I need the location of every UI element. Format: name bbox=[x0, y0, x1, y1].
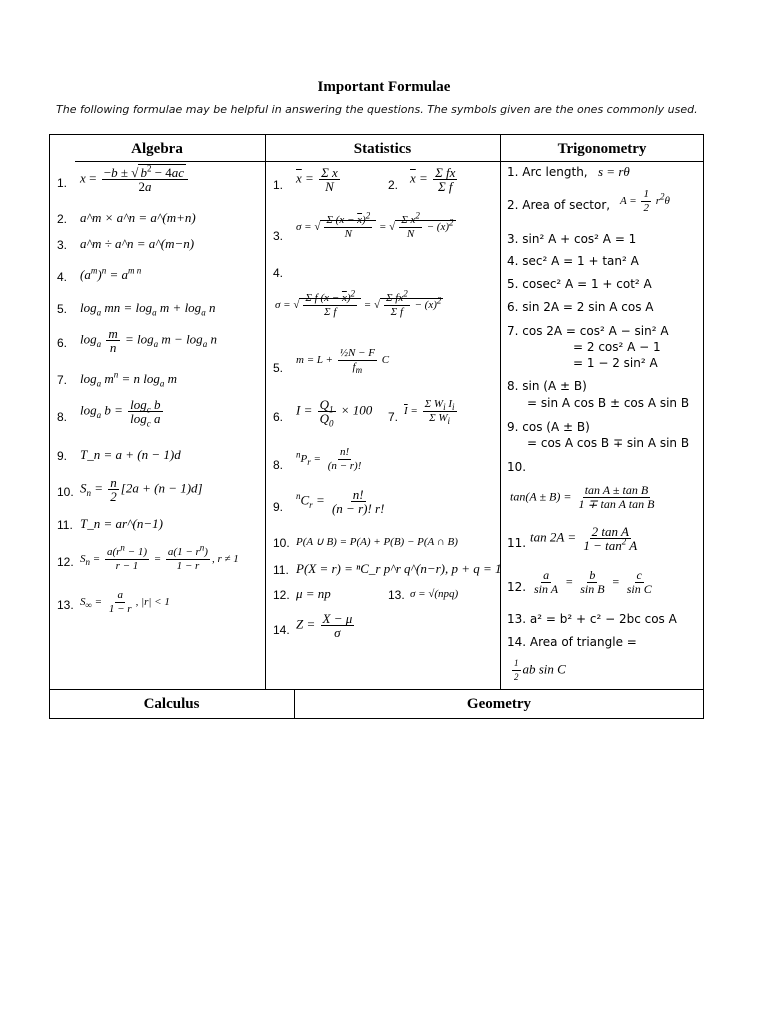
statistics-formula-binomial-sd: σ = √(npq) bbox=[410, 588, 459, 600]
algebra-formula-gp-sum: $S_n$ = $\frac{a(r^n - 1)}{r - 1}$ = $\frac{a(1 - r^n)}{1 - r}$ , r ≠ 1 bbox=[80, 542, 239, 572]
statistics-number: 8. bbox=[273, 458, 284, 472]
statistics-number: 4. bbox=[273, 266, 284, 280]
statistics-formula-binomial: P(X = r) = ⁿC_r p^r q^(n−r), p + q = 1 bbox=[296, 561, 502, 576]
algebra-gp-infinite-condition: , |r| < 1 bbox=[135, 596, 170, 609]
statistics-formula-probability-union: P(A ∪ B) = P(A) + P(B) − P(A ∩ B) bbox=[296, 536, 458, 548]
algebra-formula-log-quotient: $\log_a$ $\frac{m}{n}$ = $\log_a m - \log_a n$ bbox=[80, 326, 217, 355]
divider-statistics-trigonometry bbox=[500, 134, 501, 689]
algebra-formula-index-power: $(a^m)^n = a^{m n}$ bbox=[80, 265, 142, 282]
header-algebra: Algebra bbox=[131, 141, 183, 157]
trig-arc-length-formula: s = rθ bbox=[598, 164, 630, 179]
trig-number: 10. bbox=[507, 460, 527, 474]
algebra-header-underline bbox=[75, 161, 265, 162]
algebra-formula-quadratic: x = $\frac{-b \pm √ b^2 - 4ac}{2a}$ bbox=[80, 166, 190, 193]
algebra-number: 5. bbox=[57, 302, 68, 316]
statistics-number: 5. bbox=[273, 361, 284, 375]
algebra-formula-log-product: $\log_a$ mn = $\log_a m + \log_a n$ bbox=[80, 300, 216, 318]
header-geometry: Geometry bbox=[466, 696, 532, 712]
trig-identity-secant: 4. sec² A = 1 + tan² A bbox=[507, 254, 639, 268]
algebra-formula-gp-infinite-sum: $S_\infty$ = $\frac{a}{1 - r}$ , |r| < 1 bbox=[80, 589, 170, 615]
statistics-formula-binomial-mean: μ = np bbox=[296, 586, 331, 601]
statistics-formula-z-score: Z = $\frac{X - \mu}{\sigma}$ bbox=[296, 611, 353, 640]
statistics-formula-combination: $^nC_r$ = $\frac{n!}{(n - r)! r!}$ bbox=[296, 487, 385, 516]
trig-number: 12. bbox=[507, 580, 527, 594]
divider-algebra-statistics bbox=[265, 134, 266, 689]
trig-double-angle-sine: 6. sin 2A = 2 sin A cos A bbox=[507, 300, 654, 314]
header-trigonometry: Trigonometry bbox=[557, 141, 647, 157]
algebra-number: 8. bbox=[57, 410, 68, 424]
algebra-formula-index-multiply: a^m × a^n = a^(m+n) bbox=[80, 210, 196, 225]
algebra-number: 7. bbox=[57, 373, 68, 387]
trig-cosine-rule: 13. a² = b² + c² − 2bc cos A bbox=[507, 612, 677, 626]
algebra-number: 1. bbox=[57, 176, 68, 190]
algebra-formula-index-divide: a^m ÷ a^n = a^(m−n) bbox=[80, 236, 195, 251]
algebra-number: 9. bbox=[57, 449, 68, 463]
page-title: Important Formulae bbox=[317, 79, 451, 95]
algebra-formula-log-power: $\log_a m^n = n$ $\log_a m$ bbox=[80, 369, 178, 389]
trig-triangle-area-formula: $\frac{1}{2}$ ab sin C bbox=[514, 658, 566, 682]
algebra-number: 6. bbox=[57, 336, 68, 350]
trig-triangle-area-expression: ab sin C bbox=[522, 661, 566, 677]
trig-double-angle-cosine: 7. cos 2A = cos² A − sin² A bbox=[507, 324, 669, 338]
algebra-number: 10. bbox=[57, 485, 74, 499]
algebra-number: 13. bbox=[57, 598, 74, 612]
algebra-number: 11. bbox=[57, 518, 73, 532]
algebra-formula-change-base: $\log_a b$ = $\frac{\log_c b}{\log_c a}$ bbox=[80, 397, 161, 429]
algebra-gp-sum-condition: , r ≠ 1 bbox=[211, 553, 239, 566]
statistics-number: 2. bbox=[388, 178, 399, 192]
trig-double-angle-cosine-alt1: = 2 cos² A − 1 bbox=[573, 340, 661, 354]
statistics-number: 14. bbox=[273, 623, 290, 637]
trig-identity-pythagorean: 3. sin² A + cos² A = 1 bbox=[507, 232, 637, 246]
statistics-number: 6. bbox=[273, 410, 284, 424]
trig-sine-rule: $\frac{a}{\text{sin A}}$ = $\frac{b}{\text{sin B}}$ = $\frac{c}{\text{sin C}}$ bbox=[534, 568, 652, 596]
algebra-number: 12. bbox=[57, 555, 74, 569]
statistics-number: 11. bbox=[273, 563, 289, 577]
statistics-number: 9. bbox=[273, 500, 284, 514]
statistics-formula-permutation: $^nP_r$ = $\frac{n!}{(n - r)!}$ bbox=[296, 446, 362, 472]
statistics-formula-median: m = L + $\frac{\text{½N − F}}{f_m}$ C bbox=[296, 347, 390, 376]
trig-triangle-area-label: 14. Area of triangle = bbox=[507, 635, 637, 649]
algebra-formula-ap-term: T_n = a + (n − 1)d bbox=[80, 447, 181, 462]
statistics-formula-index-number: I = $\frac{Q_1}{Q_0}$ × 100 bbox=[296, 397, 373, 429]
trig-compound-sine-label: 8. sin (A ± B) bbox=[507, 379, 587, 393]
header-statistics: Statistics bbox=[353, 141, 412, 157]
trig-sector-area-formula: A = $\frac{1}{2}$ $r^2\theta$ bbox=[620, 188, 670, 214]
statistics-number: 12. bbox=[273, 588, 290, 602]
statistics-formula-mean: $\overline{x}$ = $\frac{\text{Σ x}}{N}$ bbox=[296, 165, 338, 194]
trig-number: 11. bbox=[507, 536, 527, 550]
trig-double-angle-tangent: tan 2A = $\frac{\text{2 tan A}}{1 - \tan^2 A}$ bbox=[530, 524, 638, 553]
algebra-formula-ap-sum: $S_n$ = $\frac{n}{2}$ [2a + (n − 1)d] bbox=[80, 475, 203, 504]
statistics-formula-standard-deviation-frequency: σ = √ $\frac{\Sigma f (x - \overline{x})^2}{\text{Σ f}}$ = √ $\frac{\Sigma fx^2}{\text{Σ f}}$ − $(\overline{x})^2$ bbox=[275, 288, 442, 318]
algebra-number: 2. bbox=[57, 212, 68, 226]
statistics-number: 10. bbox=[273, 536, 290, 550]
trig-double-angle-cosine-alt2: = 1 − 2 sin² A bbox=[573, 356, 658, 370]
algebra-number: 4. bbox=[57, 270, 68, 284]
trig-compound-cosine-label: 9. cos (A ± B) bbox=[507, 420, 590, 434]
statistics-number: 1. bbox=[273, 178, 284, 192]
trigonometry-header-underline bbox=[500, 161, 704, 162]
statistics-formula-standard-deviation: σ = √ $\frac{\Sigma (x - \overline{x})^2}{N}$ = √ $\frac{\Sigma x^2}{N}$ − $(\overline{x})^2$ bbox=[296, 210, 454, 240]
statistics-header-underline bbox=[265, 161, 500, 162]
trig-identity-cosecant: 5. cosec² A = 1 + cot² A bbox=[507, 277, 652, 291]
statistics-number: 7. bbox=[388, 410, 399, 424]
trig-compound-sine: = sin A cos B ± cos A sin B bbox=[527, 396, 690, 410]
header-calculus: Calculus bbox=[143, 696, 200, 712]
trig-arc-length-label: 1. Arc length, bbox=[507, 165, 588, 179]
statistics-number: 3. bbox=[273, 229, 284, 243]
trig-compound-tangent: tan(A ± B) = $\frac{\text{tan A ± tan B}}{\text{1 ∓ tan A tan B}}$ bbox=[510, 483, 655, 511]
algebra-formula-gp-term: T_n = ar^(n−1) bbox=[80, 516, 163, 531]
bottom-section-divider bbox=[49, 689, 704, 690]
statistics-formula-weighted-index: $\overline{I}$ = $\frac{\Sigma W_i I_i}{\Sigma W_i}$ bbox=[404, 398, 455, 427]
statistics-formula-mean-frequency: $\overline{x}$ = $\frac{\text{Σ fx}}{\text{Σ f}}$ bbox=[410, 165, 456, 194]
statistics-number: 13. bbox=[388, 588, 405, 602]
page-subtitle: The following formulae may be helpful in answering the questions. The symbols given are the ones commonly used. bbox=[56, 103, 698, 116]
trig-sector-area-label: 2. Area of sector, bbox=[507, 198, 611, 212]
trig-compound-cosine: = cos A cos B ∓ sin A sin B bbox=[527, 436, 690, 450]
algebra-number: 3. bbox=[57, 238, 68, 252]
